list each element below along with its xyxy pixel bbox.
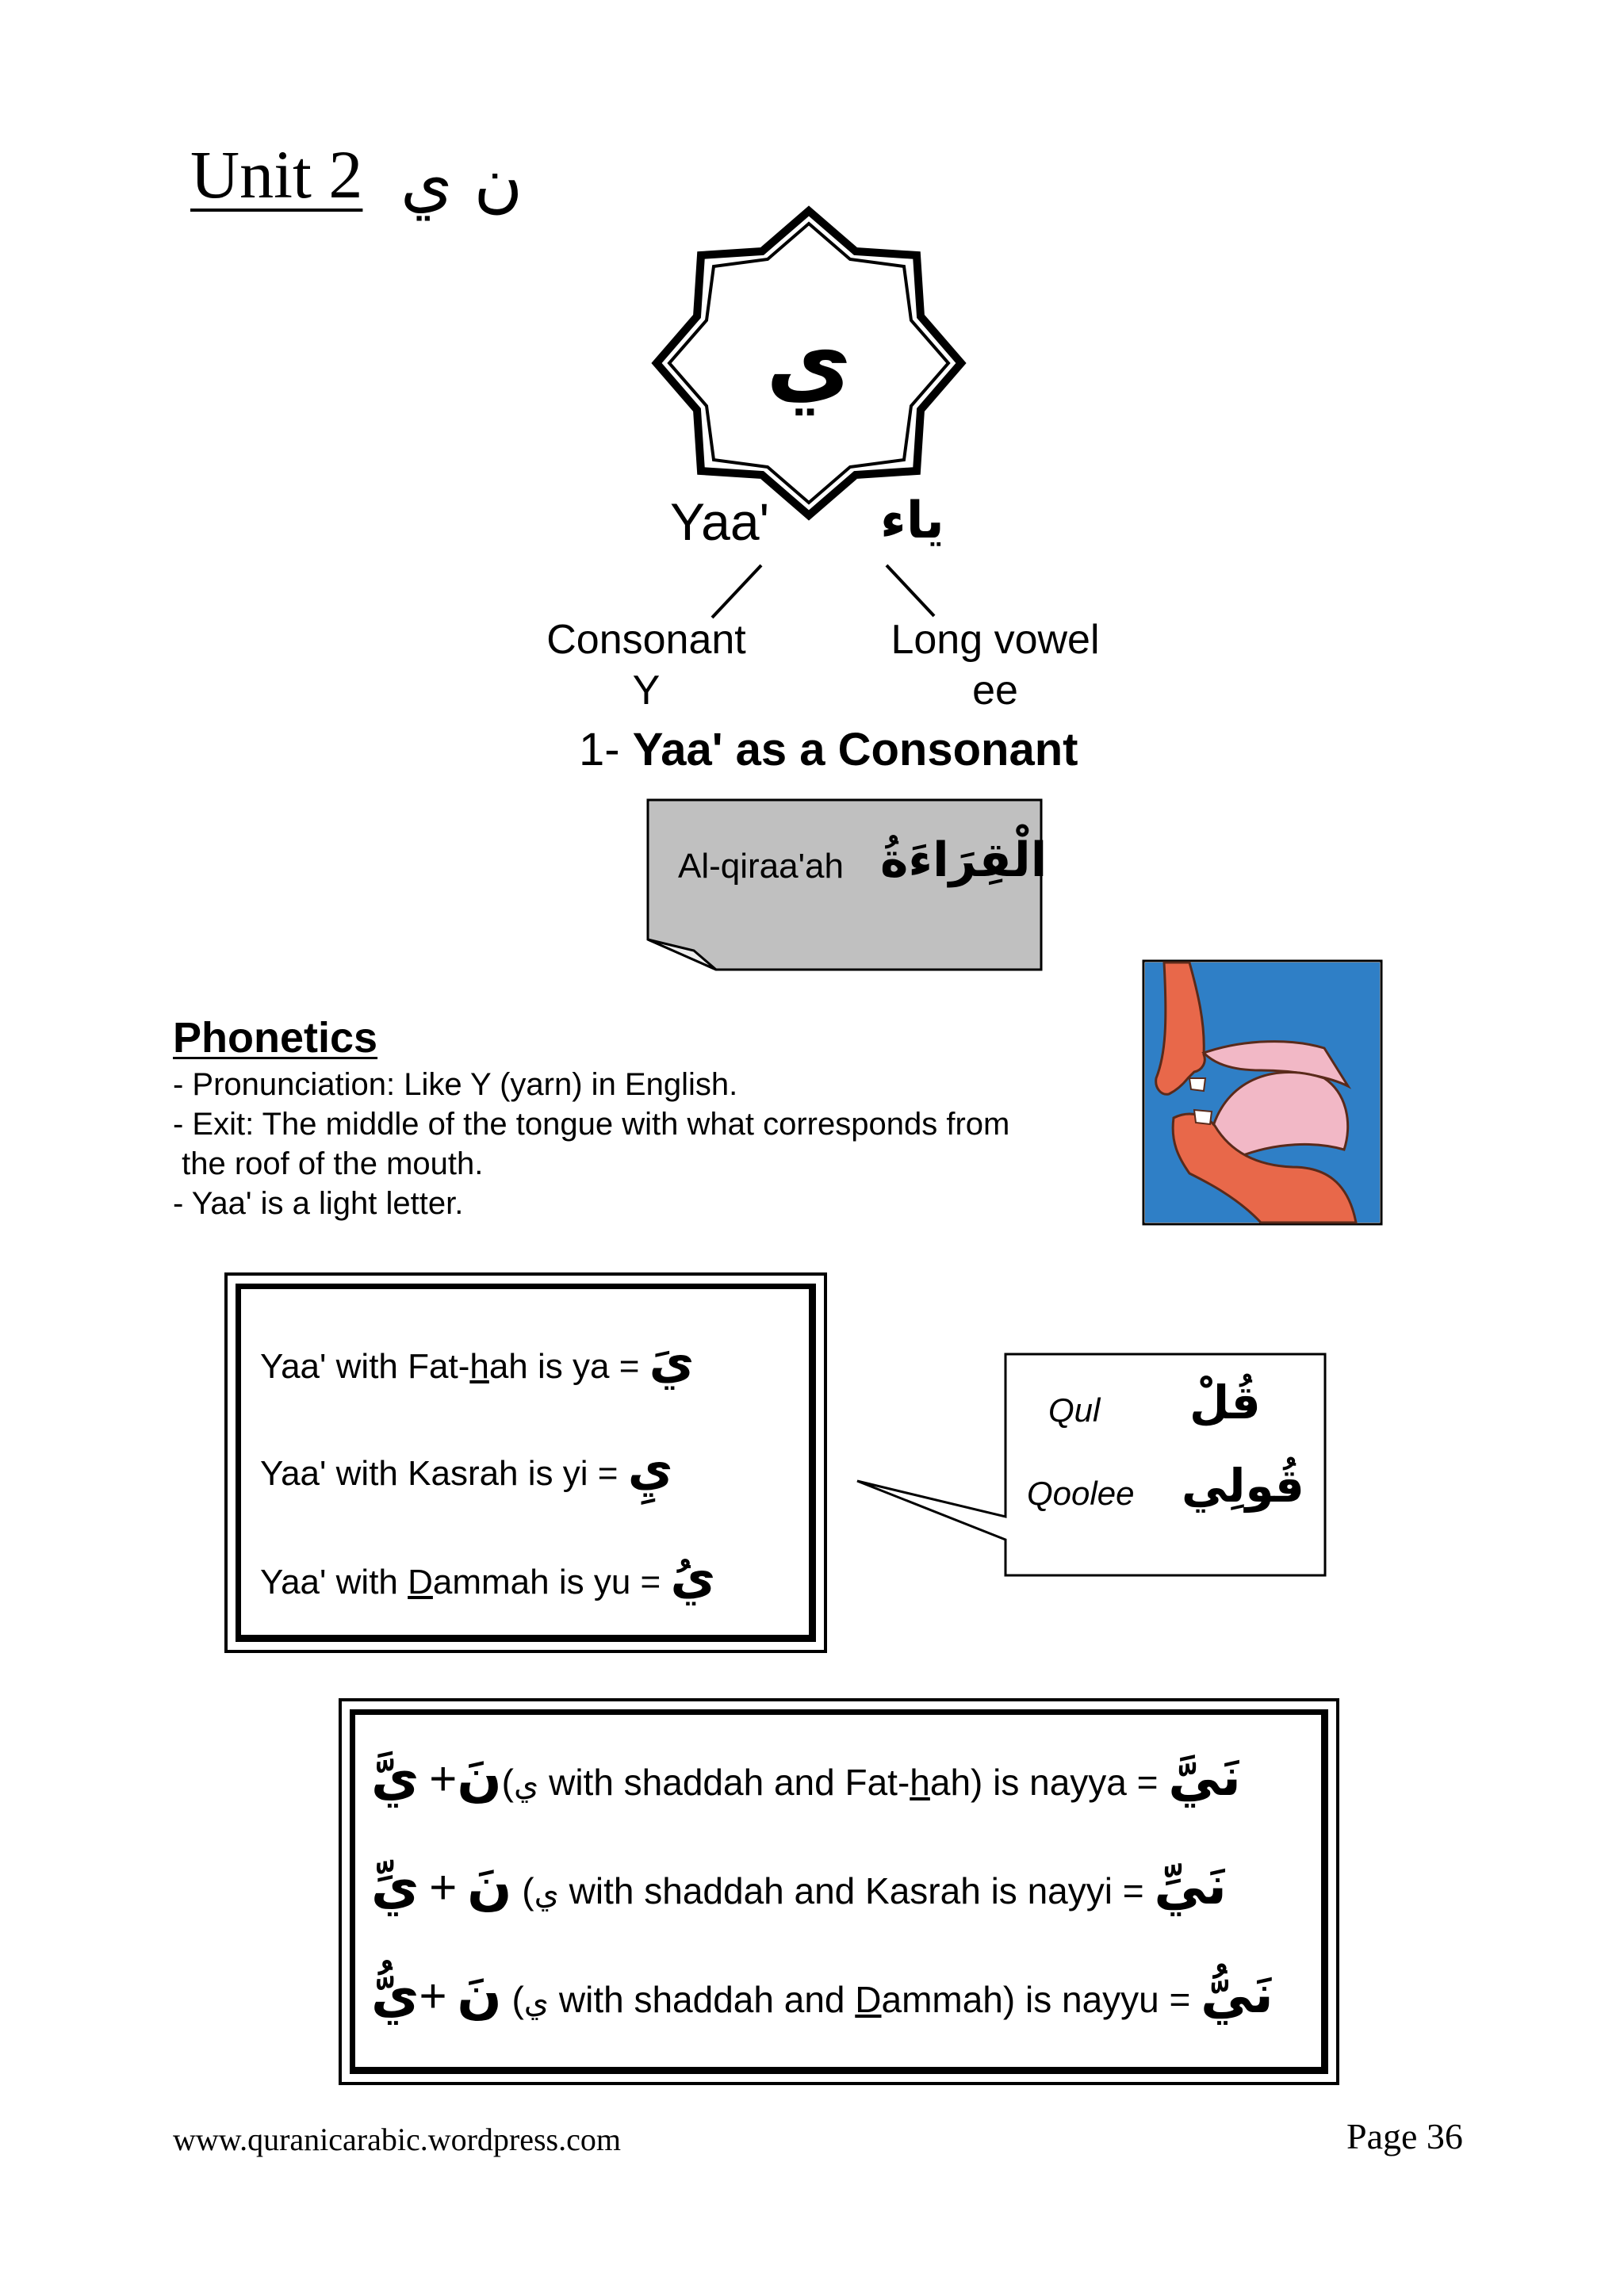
plus-sign: + <box>419 1969 447 2022</box>
kasrah-arabic: يِ <box>627 1439 673 1497</box>
plus-sign: + <box>429 1752 458 1805</box>
shaddah-rule-underline: D <box>855 1979 882 2020</box>
kasrah-rule <box>260 1439 673 1497</box>
consonant-label <box>539 614 753 716</box>
fathah-arabic: يَ <box>649 1332 695 1390</box>
section-heading <box>579 723 1078 776</box>
dammah-arabic: يُ <box>670 1548 716 1605</box>
unit-title: Unit 2 <box>190 136 363 212</box>
long-vowel-sound: ee <box>972 668 1018 714</box>
star-letter: ي <box>765 305 852 415</box>
callout-example-arabic: قُولِي <box>1182 1459 1304 1513</box>
shaddah-rule-text: with shaddah and Kasrah is nayyi = <box>558 1870 1155 1911</box>
letter-name-english: Yaa' <box>670 492 770 551</box>
upper-teeth <box>1189 1078 1205 1091</box>
phonetics-line: - Exit: The middle of the tongue with what corresponds from <box>173 1107 1010 1142</box>
consonant-label-text: Consonant <box>546 617 746 663</box>
shaddah-rule-text-end: ammah) is nayyu = <box>881 1979 1201 2020</box>
plus-sign: + <box>429 1861 458 1914</box>
dammah-rule-underline: D <box>408 1563 433 1601</box>
lower-teeth <box>1194 1110 1212 1124</box>
unit-letters: ن ي <box>400 143 523 220</box>
mouth-articulation-image <box>1142 959 1383 1226</box>
section-number: 1- <box>579 724 620 775</box>
shaddah-rule-fathah <box>371 1747 1241 1808</box>
callout-example-latin: Qul <box>1048 1391 1101 1429</box>
phonetics-line: the roof of the mouth. <box>173 1146 484 1181</box>
long-vowel-label <box>872 614 1118 716</box>
branch-line-left <box>712 565 761 618</box>
inline-ya: ي <box>523 1984 550 2020</box>
shaddah-left-nun: نَ <box>467 1855 512 1916</box>
reading-note-arabic: الْقِرَاءَةُ <box>880 832 1048 888</box>
consonant-sound: Y <box>632 668 661 714</box>
phonetics-title: Phonetics <box>173 1014 378 1062</box>
shaddah-result: نَيِّ <box>1154 1855 1227 1916</box>
letter-name-arabic: ياء <box>880 492 944 550</box>
phonetics-line: - Yaa' is a light letter. <box>173 1186 464 1221</box>
fathah-rule <box>260 1332 694 1390</box>
shaddah-rule-text: with shaddah and Fat- <box>538 1762 910 1803</box>
shaddah-left-ya: يِّ <box>371 1855 419 1916</box>
fathah-rule-text-end: ah is ya = <box>488 1347 649 1386</box>
dammah-rule-text-end: ammah is yu = <box>432 1563 671 1601</box>
shaddah-rule-text-end: ah) is nayya = <box>929 1762 1169 1803</box>
open-paren: ( <box>522 1870 534 1911</box>
shaddah-rule-dammah <box>371 1964 1274 2025</box>
fathah-rule-text: Yaa' with Fat- <box>260 1347 470 1386</box>
inline-ya: ي <box>514 1766 539 1803</box>
inline-ya: ي <box>534 1875 559 1911</box>
branch-line-right <box>887 565 934 616</box>
kasrah-rule-text: Yaa' with Kasrah is yi = <box>260 1454 628 1493</box>
open-paren: ( <box>501 1762 514 1803</box>
shaddah-result: نَيُّ <box>1201 1964 1274 2025</box>
callout-example-latin: Qoolee <box>1027 1475 1135 1512</box>
shaddah-result: نَيَّ <box>1168 1747 1241 1808</box>
shaddah-left-nun: نَ <box>457 1964 502 2025</box>
shaddah-left-ya: يُّ <box>371 1964 419 2025</box>
shaddah-rule-text: with shaddah and <box>549 1979 856 2020</box>
open-paren: ( <box>511 1979 524 2020</box>
fathah-rule-underline: h <box>469 1347 489 1386</box>
branch-lines <box>698 559 952 622</box>
long-vowel-label-text: Long vowel <box>891 617 1100 663</box>
section-title: Yaa' as a Consonant <box>632 724 1078 775</box>
shaddah-rule-kasrah <box>371 1855 1227 1916</box>
shaddah-left-ya: يَّ <box>371 1747 419 1808</box>
shaddah-rule-underline: h <box>910 1762 930 1803</box>
dammah-rule-text: Yaa' with <box>260 1563 408 1601</box>
callout-example-arabic: قُلْ <box>1189 1376 1261 1429</box>
phonetics-line: - Pronunciation: Like Y (yarn) in English. <box>173 1067 738 1102</box>
reading-note-latin: Al-qiraa'ah <box>678 847 844 886</box>
page-number: Page 36 <box>1346 2116 1463 2156</box>
dammah-rule <box>260 1548 715 1605</box>
shaddah-left-nun: نَ <box>457 1747 502 1808</box>
footer-url: www.quranicarabic.wordpress.com <box>173 2122 621 2157</box>
